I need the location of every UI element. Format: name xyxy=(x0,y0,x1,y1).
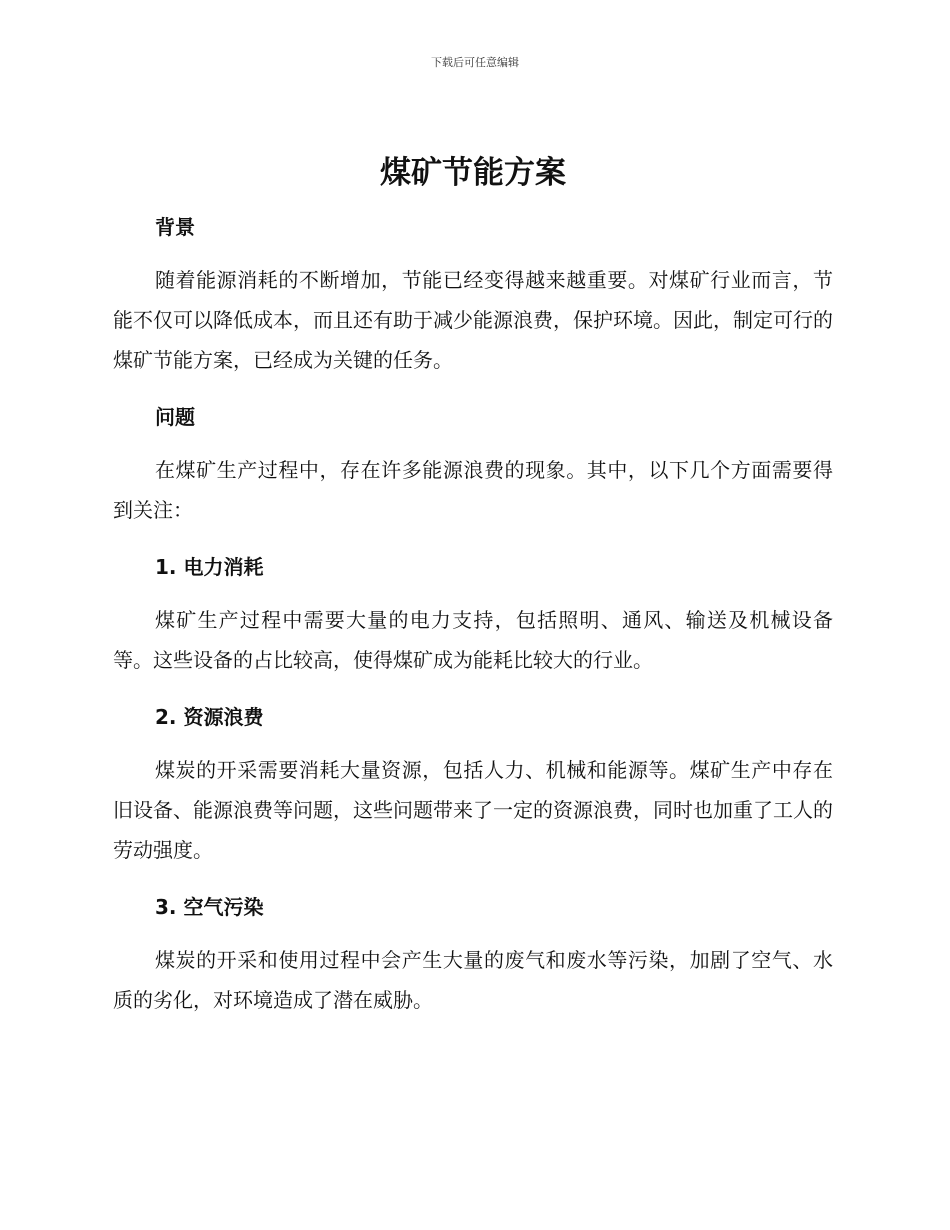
section-heading-problems: 问题 xyxy=(155,405,195,429)
section-paragraph-electricity: 煤矿生产过程中需要大量的电力支持，包括照明、通风、输送及机械设备等。这些设备的占比较高，使得煤矿成为能耗比较大的行业。 xyxy=(113,608,833,672)
section-paragraph-problems: 在煤矿生产过程中，存在许多能源浪费的现象。其中，以下几个方面需要得到关注： xyxy=(113,458,833,522)
header-note: 下载后可任意编辑 xyxy=(431,56,519,69)
document-title: 煤矿节能方案 xyxy=(380,155,566,191)
section-paragraph-background: 随着能源消耗的不断增加，节能已经变得越来越重要。对煤矿行业而言，节能不仅可以降低成本，而且还有助于减少能源浪费，保护环境。因此，制定可行的煤矿节能方案，已经成为关键的任务。 xyxy=(113,268,833,372)
section-heading-electricity: 1. 电力消耗 xyxy=(155,555,264,579)
section-paragraph-resources: 煤炭的开采需要消耗大量资源，包括人力、机械和能源等。煤矿生产中存在旧设备、能源浪费等问题，这些问题带来了一定的资源浪费，同时也加重了工人的劳动强度。 xyxy=(113,758,833,862)
section-heading-resources: 2. 资源浪费 xyxy=(155,705,264,729)
section-heading-background: 背景 xyxy=(155,215,195,239)
section-paragraph-air-pollution: 煤炭的开采和使用过程中会产生大量的废气和废水等污染，加剧了空气、水质的劣化，对环境造成了潜在威胁。 xyxy=(113,948,833,1012)
document-body xyxy=(113,150,833,1042)
section-heading-air-pollution: 3. 空气污染 xyxy=(155,895,264,919)
